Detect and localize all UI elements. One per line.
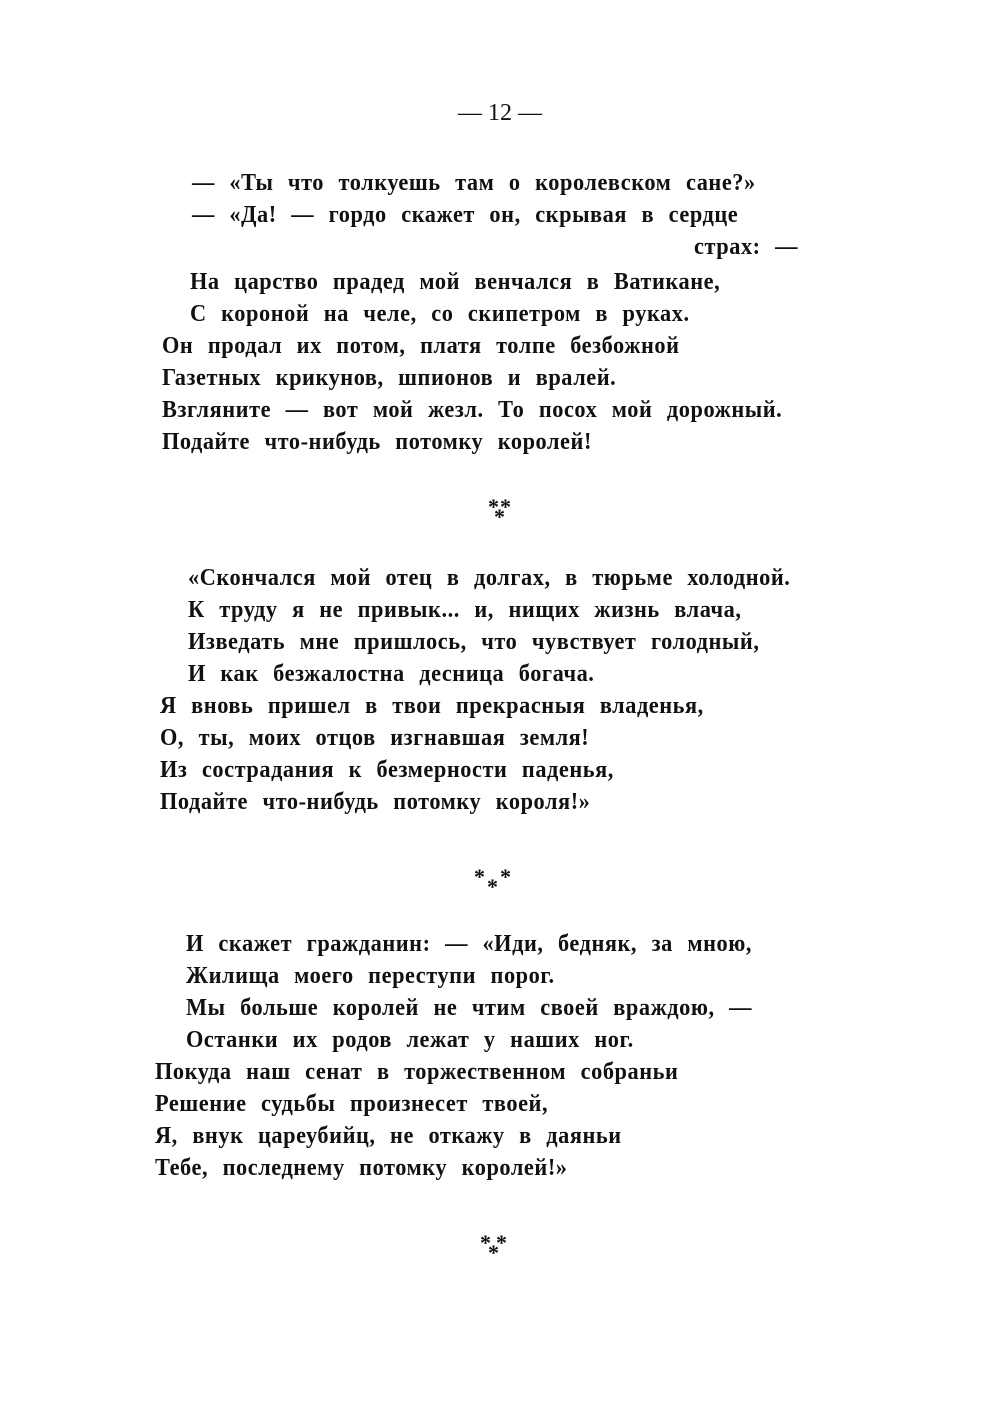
verse-line: Подайте что-нибудь потомку короля!» bbox=[160, 789, 591, 815]
verse-line: Я вновь пришел в твои прекрасныя владенья, bbox=[160, 693, 704, 719]
page-number: — 12 — bbox=[458, 100, 542, 126]
verse-line: — «Ты что толкуешь там о королевском сане?» bbox=[192, 170, 756, 196]
verse-line: Из сострадания к безмерности паденья, bbox=[160, 757, 614, 783]
verse-line: Взгляните — вот мой жезл. То посох мой дорожный. bbox=[162, 397, 783, 423]
verse-line: Изведать мне пришлось, что чувствует голодный, bbox=[188, 629, 760, 655]
verse-line: Он продал их потом, платя толпе безбожной bbox=[162, 333, 680, 359]
verse-line: Покуда наш сенат в торжественном собраньи bbox=[155, 1059, 679, 1085]
verse-line: Решение судьбы произнесет твоей, bbox=[155, 1091, 549, 1117]
verse-line: С короной на челе, со скипетром в руках. bbox=[190, 301, 690, 327]
verse-line: «Скончался мой отец в долгах, в тюрьме холодной. bbox=[188, 565, 791, 591]
verse-line: И как безжалостна десница богача. bbox=[188, 661, 595, 687]
verse-line: Останки их родов лежат у наших ног. bbox=[186, 1027, 634, 1053]
verse-line: Подайте что-нибудь потомку королей! bbox=[162, 429, 592, 455]
verse-line: Мы больше королей не чтим своей враждою, — bbox=[186, 995, 753, 1021]
verse-line: Тебе, последнему потомку королей!» bbox=[155, 1155, 568, 1181]
verse-line: О, ты, моих отцов изгнавшая земля! bbox=[160, 725, 590, 751]
verse-line: К труду я не привык... и, нищих жизнь влача, bbox=[188, 597, 742, 623]
verse-line: На царство прадед мой венчался в Ватикане, bbox=[190, 269, 721, 295]
verse-line: Газетных крикунов, шпионов и вралей. bbox=[162, 365, 617, 391]
verse-line: страх: — bbox=[694, 234, 799, 260]
verse-line: Жилища моего переступи порог. bbox=[186, 963, 555, 989]
verse-line: Я, внук цареубийц, не откажу в даяньи bbox=[155, 1123, 622, 1149]
verse-line: И скажет гражданин: — «Иди, бедняк, за мною, bbox=[186, 931, 752, 957]
verse-line: — «Да! — гордо скажет он, скрывая в сердце bbox=[192, 202, 739, 228]
